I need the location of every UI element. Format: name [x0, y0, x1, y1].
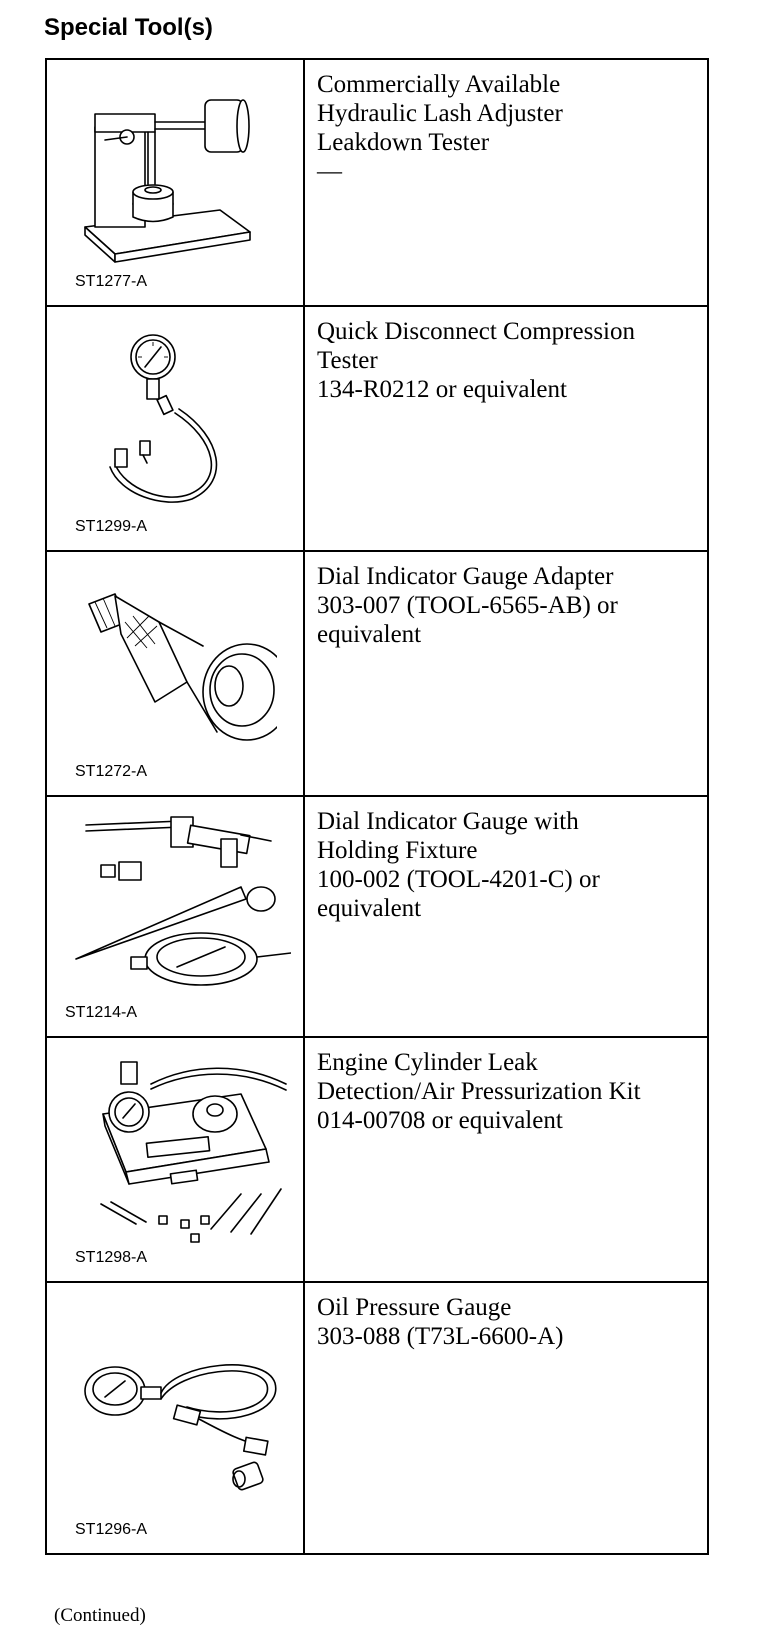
continued-note: (Continued) [54, 1605, 146, 1626]
tool-description-cell [304, 306, 708, 551]
tool-description-cell [304, 1037, 708, 1282]
tool-name-line-1: Dial Indicator Gauge Adapter [317, 563, 614, 590]
gauge-adapter-illustration [77, 582, 277, 742]
tool-number: 134-R0212 or equivalent [317, 376, 567, 403]
table-row [46, 551, 708, 796]
page-title: Special Tool(s) [44, 14, 213, 41]
tool-name-line-1: Engine Cylinder Leak [317, 1049, 538, 1076]
figure-code: ST1277-A [75, 273, 148, 290]
tool-illustration-cell [46, 306, 304, 551]
tool-number: 100-002 (TOOL-4201-C) or [317, 866, 600, 893]
tool-name-line-2: Hydraulic Lash Adjuster [317, 100, 563, 127]
tool-number: 303-007 (TOOL-6565-AB) or [317, 592, 618, 619]
table-row [46, 796, 708, 1037]
leak-detection-kit-illustration [91, 1054, 291, 1244]
compression-tester-illustration [105, 329, 245, 509]
figure-code: ST1299-A [75, 518, 148, 535]
tool-number: 014-00708 or equivalent [317, 1107, 563, 1134]
tool-description-cell [304, 551, 708, 796]
tool-name-line-3: Leakdown Tester [317, 129, 490, 156]
tool-name-line-3: equivalent [317, 621, 422, 648]
dial-indicator-illustration [71, 807, 291, 992]
tool-number: 303-088 (T73L-6600-A) [317, 1323, 564, 1350]
figure-code: ST1272-A [75, 763, 148, 780]
tool-name-line-2: Holding Fixture [317, 837, 478, 864]
special-tools-table [45, 58, 709, 1555]
table-row [46, 306, 708, 551]
oil-pressure-gauge-illustration [75, 1353, 285, 1493]
tool-description-cell [304, 796, 708, 1037]
tool-illustration-cell [46, 59, 304, 306]
tool-description-cell [304, 59, 708, 306]
figure-code: ST1298-A [75, 1249, 148, 1266]
tool-illustration-cell [46, 796, 304, 1037]
tool-number: — [317, 158, 342, 185]
leakdown-tester-illustration [75, 92, 275, 272]
tool-name-line-2: Detection/Air Pressurization Kit [317, 1078, 641, 1105]
table-row [46, 59, 708, 306]
tool-name-line-1: Commercially Available [317, 71, 561, 98]
table-row [46, 1282, 708, 1554]
tool-description-cell [304, 1282, 708, 1554]
figure-code: ST1296-A [75, 1521, 148, 1538]
tool-illustration-cell [46, 551, 304, 796]
figure-code: ST1214-A [65, 1004, 138, 1021]
tool-illustration-cell [46, 1282, 304, 1554]
tool-name-line-2: Tester [317, 347, 378, 374]
table-row [46, 1037, 708, 1282]
tool-name-line-1: Quick Disconnect Compression [317, 318, 636, 345]
tool-name-line-1: Dial Indicator Gauge with [317, 808, 579, 835]
tool-name-line-1: Oil Pressure Gauge [317, 1294, 512, 1321]
tool-name-line-4: equivalent [317, 895, 422, 922]
tool-illustration-cell [46, 1037, 304, 1282]
